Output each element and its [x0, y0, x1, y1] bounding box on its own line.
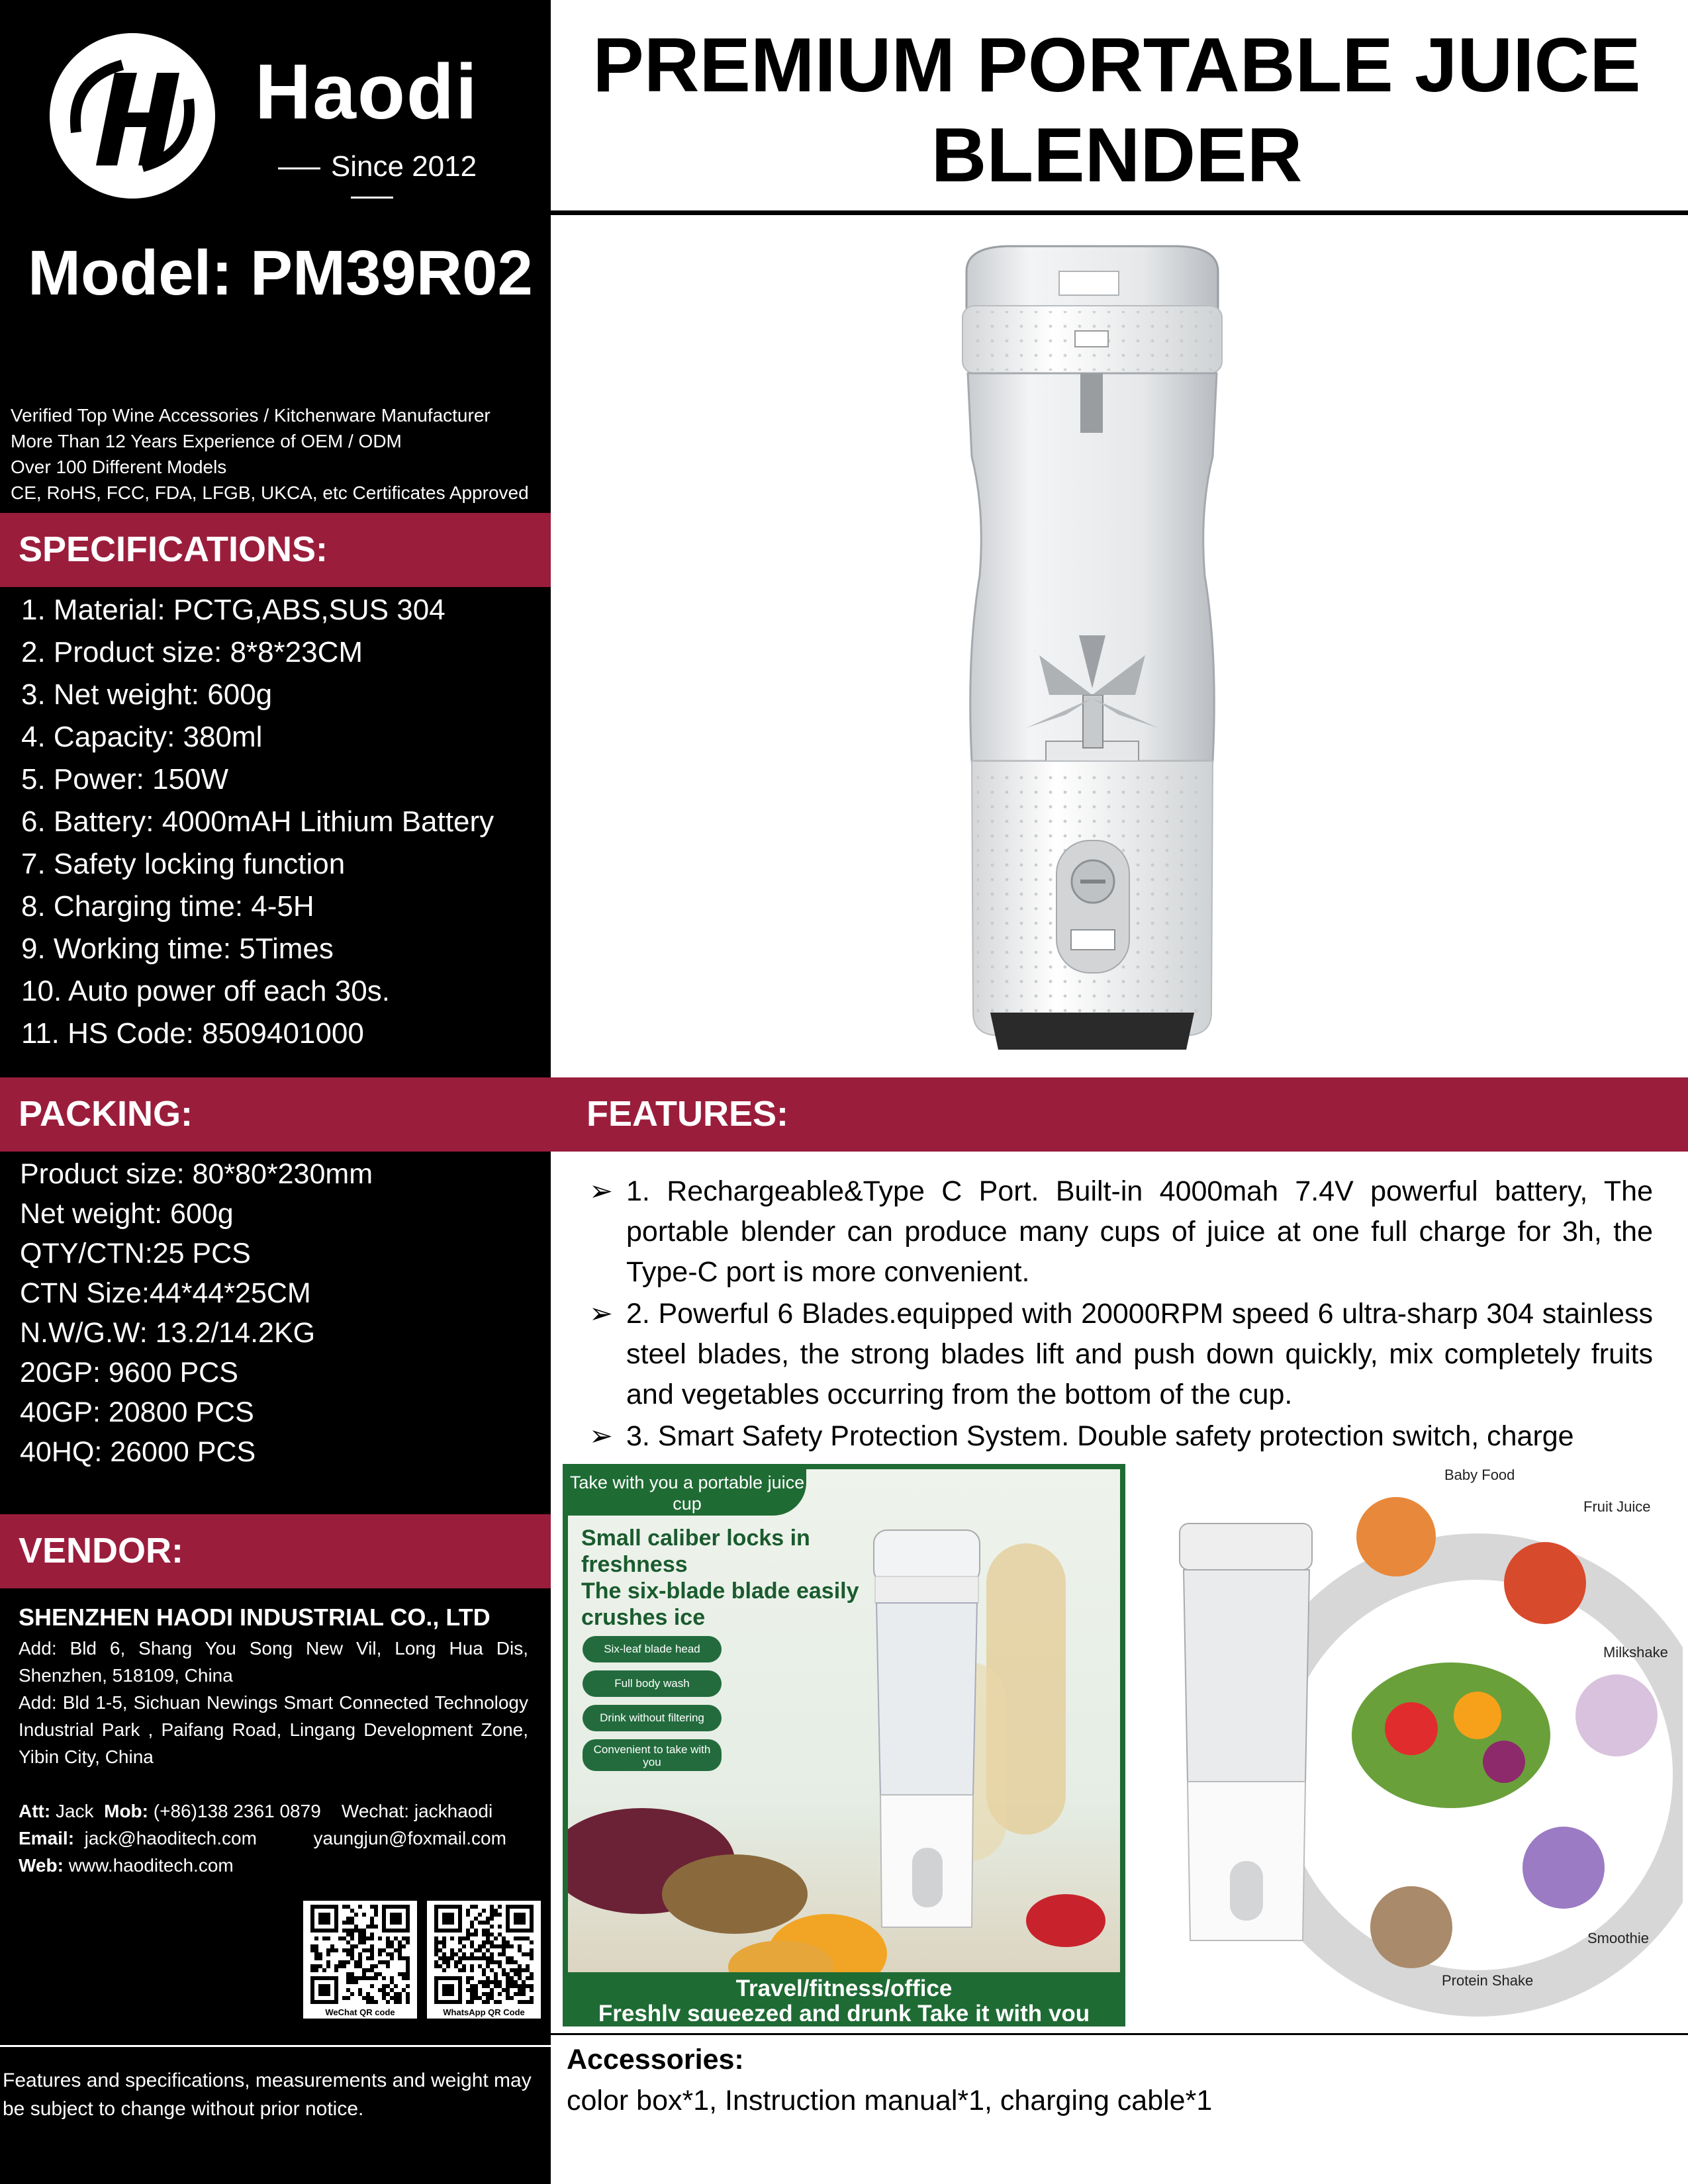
features-list [589, 1171, 1653, 1469]
spec-item: 6. Battery: 4000mAH Lithium Battery [21, 805, 494, 838]
packing-item: N.W/G.W: 13.2/14.2KG [20, 1317, 316, 1349]
promo-pill: Full body wash [583, 1670, 722, 1697]
spec-item: 4. Capacity: 380ml [21, 721, 263, 753]
divider [0, 2045, 551, 2047]
accessories-text: color box*1, Instruction manual*1, charging cable*1 [567, 2085, 1213, 2116]
packing-item: CTN Size:44*44*25CM [20, 1277, 311, 1309]
brand-since: Since 2012 [253, 152, 491, 210]
intro-line: Over 100 Different Models [11, 457, 227, 477]
title-line-1: PREMIUM PORTABLE JUICE [592, 22, 1641, 108]
divider [551, 2033, 1688, 2035]
promo-headline: Small caliber locks in freshness The six-blade blade easily crushes ice [581, 1525, 859, 1630]
title-divider [551, 210, 1688, 215]
feature-item: ➢ 2. Powerful 6 Blades.equipped with 20000RPM speed 6 ultra-sharp 304 stainless steel blades, the strong blades lift and push down quickly, mix completely fruits and vegetables occurring from the bottom of the cup. [589, 1294, 1653, 1415]
vendor-heading: VENDOR: [0, 1514, 551, 1588]
intro-line: CE, RoHS, FCC, FDA, LFGB, UKCA, etc Certificates Approved [11, 482, 529, 503]
spec-item: 10. Auto power off each 30s. [21, 975, 390, 1007]
packing-item: 40GP: 20800 PCS [20, 1396, 254, 1428]
spec-item: 3. Net weight: 600g [21, 678, 273, 711]
vendor-email-line: Email: jack@haoditech.com yaungjun@foxmail.com [19, 1828, 506, 1848]
vendor-company: SHENZHEN HAODI INDUSTRIAL CO., LTD [19, 1604, 491, 1631]
features-heading: FEATURES: [551, 1077, 1688, 1152]
packing-heading: PACKING: [0, 1077, 551, 1152]
accessories-heading: Accessories: [567, 2044, 744, 2075]
promo-image-right [1133, 1464, 1683, 2026]
arrow-bullet-icon: ➢ [589, 1298, 614, 1330]
packing-item: 20GP: 9600 PCS [20, 1357, 238, 1388]
arrow-bullet-icon: ➢ [589, 1420, 614, 1452]
promo-pill: Drink without filtering [583, 1705, 722, 1731]
promo-illustration [563, 1464, 1125, 2026]
feature-item: ➢ 3. Smart Safety Protection System. Double safety protection switch, charge [589, 1416, 1653, 1457]
spec-item: 5. Power: 150W [21, 763, 229, 796]
wechat-qr-label: WeChat QR code [325, 2007, 395, 2017]
brand-name: Haodi [255, 48, 479, 136]
page-title [571, 20, 1663, 200]
vendor-web-line: Web: www.haoditech.com [19, 1855, 234, 1876]
disclaimer: Features and specifications, measurements and weight may be subject to change without prior notice. [3, 2070, 532, 2120]
promo-bottom-banner: Travel/fitness/office Freshly squeezed and drunk Take it with you [563, 1972, 1125, 2026]
company-intro [11, 402, 547, 506]
packing-item: 40HQ: 26000 PCS [20, 1436, 256, 1468]
left-sidebar [0, 0, 551, 2184]
title-line-2: BLENDER [931, 112, 1303, 198]
use-label: Smoothie [1587, 1930, 1649, 1946]
vendor-contact-line: Att: Jack Mob: (+86)138 2361 0879 Wechat: jackhaodi [19, 1801, 493, 1821]
haodi-logo-icon [50, 33, 215, 199]
vendor-mobile[interactable]: (+86)138 2361 0879 [153, 1801, 321, 1821]
blender-product-image [927, 232, 1258, 1066]
spec-item: 11. HS Code: 8509401000 [21, 1017, 364, 1050]
use-label: Milkshake [1603, 1644, 1668, 1661]
spec-item: 8. Charging time: 4-5H [21, 890, 314, 923]
vendor-address-2: Add: Bld 1-5, Sichuan Newings Smart Connected Technology Industrial Park , Paifang Road, Lingang Development Zone, Yibin City, China [19, 1692, 528, 1767]
packing-item: Product size: 80*80*230mm [20, 1158, 373, 1190]
arrow-bullet-icon: ➢ [589, 1175, 614, 1207]
spec-item: 1. Material: PCTG,ABS,SUS 304 [21, 594, 445, 626]
promo-pill: Convenient to take with you [583, 1739, 722, 1771]
specifications-heading: SPECIFICATIONS: [0, 513, 551, 587]
promo-tag: Take with you a portable juice cup [568, 1469, 806, 1516]
spec-item: 2. Product size: 8*8*23CM [21, 636, 363, 668]
intro-line: More Than 12 Years Experience of OEM / ODM [11, 431, 402, 451]
feature-item: ➢ 1. Rechargeable&Type C Port. Built-in 4000mah 7.4V powerful battery, The portable blender can produce many cups of juice at one full charge for 3h, the Type-C port is more convenient. [589, 1171, 1653, 1293]
use-label: Protein Shake [1442, 1972, 1534, 1989]
model-title: Model: PM39R02 [28, 238, 533, 308]
use-label: Fruit Juice [1583, 1498, 1651, 1515]
packing-item: QTY/CTN:25 PCS [20, 1238, 251, 1269]
spec-item: 7. Safety locking function [21, 848, 346, 880]
vendor-att: Jack [55, 1801, 94, 1821]
whatsapp-qr-label: WhatsApp QR Code [443, 2007, 525, 2017]
promo-image-left [563, 1464, 1125, 2026]
brand-logo [46, 26, 510, 205]
packing-item: Net weight: 600g [20, 1198, 234, 1230]
vendor-email-2[interactable]: yaungjun@foxmail.com [313, 1828, 506, 1848]
vendor-wechat: Wechat: jackhaodi [341, 1801, 493, 1821]
packing-list [20, 1154, 543, 1472]
vendor-website-link[interactable]: www.haoditech.com [68, 1855, 234, 1876]
specifications-list [21, 589, 544, 1055]
spec-item: 9. Working time: 5Times [21, 933, 334, 965]
vendor-info [19, 1600, 528, 1879]
vendor-address-1: Add: Bld 6, Shang You Song New Vil, Long Hua Dis, Shenzhen, 518109, China [19, 1638, 528, 1686]
vendor-email-1[interactable]: jack@haoditech.com [84, 1828, 257, 1848]
wechat-qr-code [303, 1901, 417, 2019]
use-label: Baby Food [1444, 1467, 1515, 1483]
promo-pill: Six-leaf blade head [583, 1636, 722, 1662]
whatsapp-qr-code [427, 1901, 541, 2019]
intro-line: Verified Top Wine Accessories / Kitchenware Manufacturer [11, 405, 491, 426]
